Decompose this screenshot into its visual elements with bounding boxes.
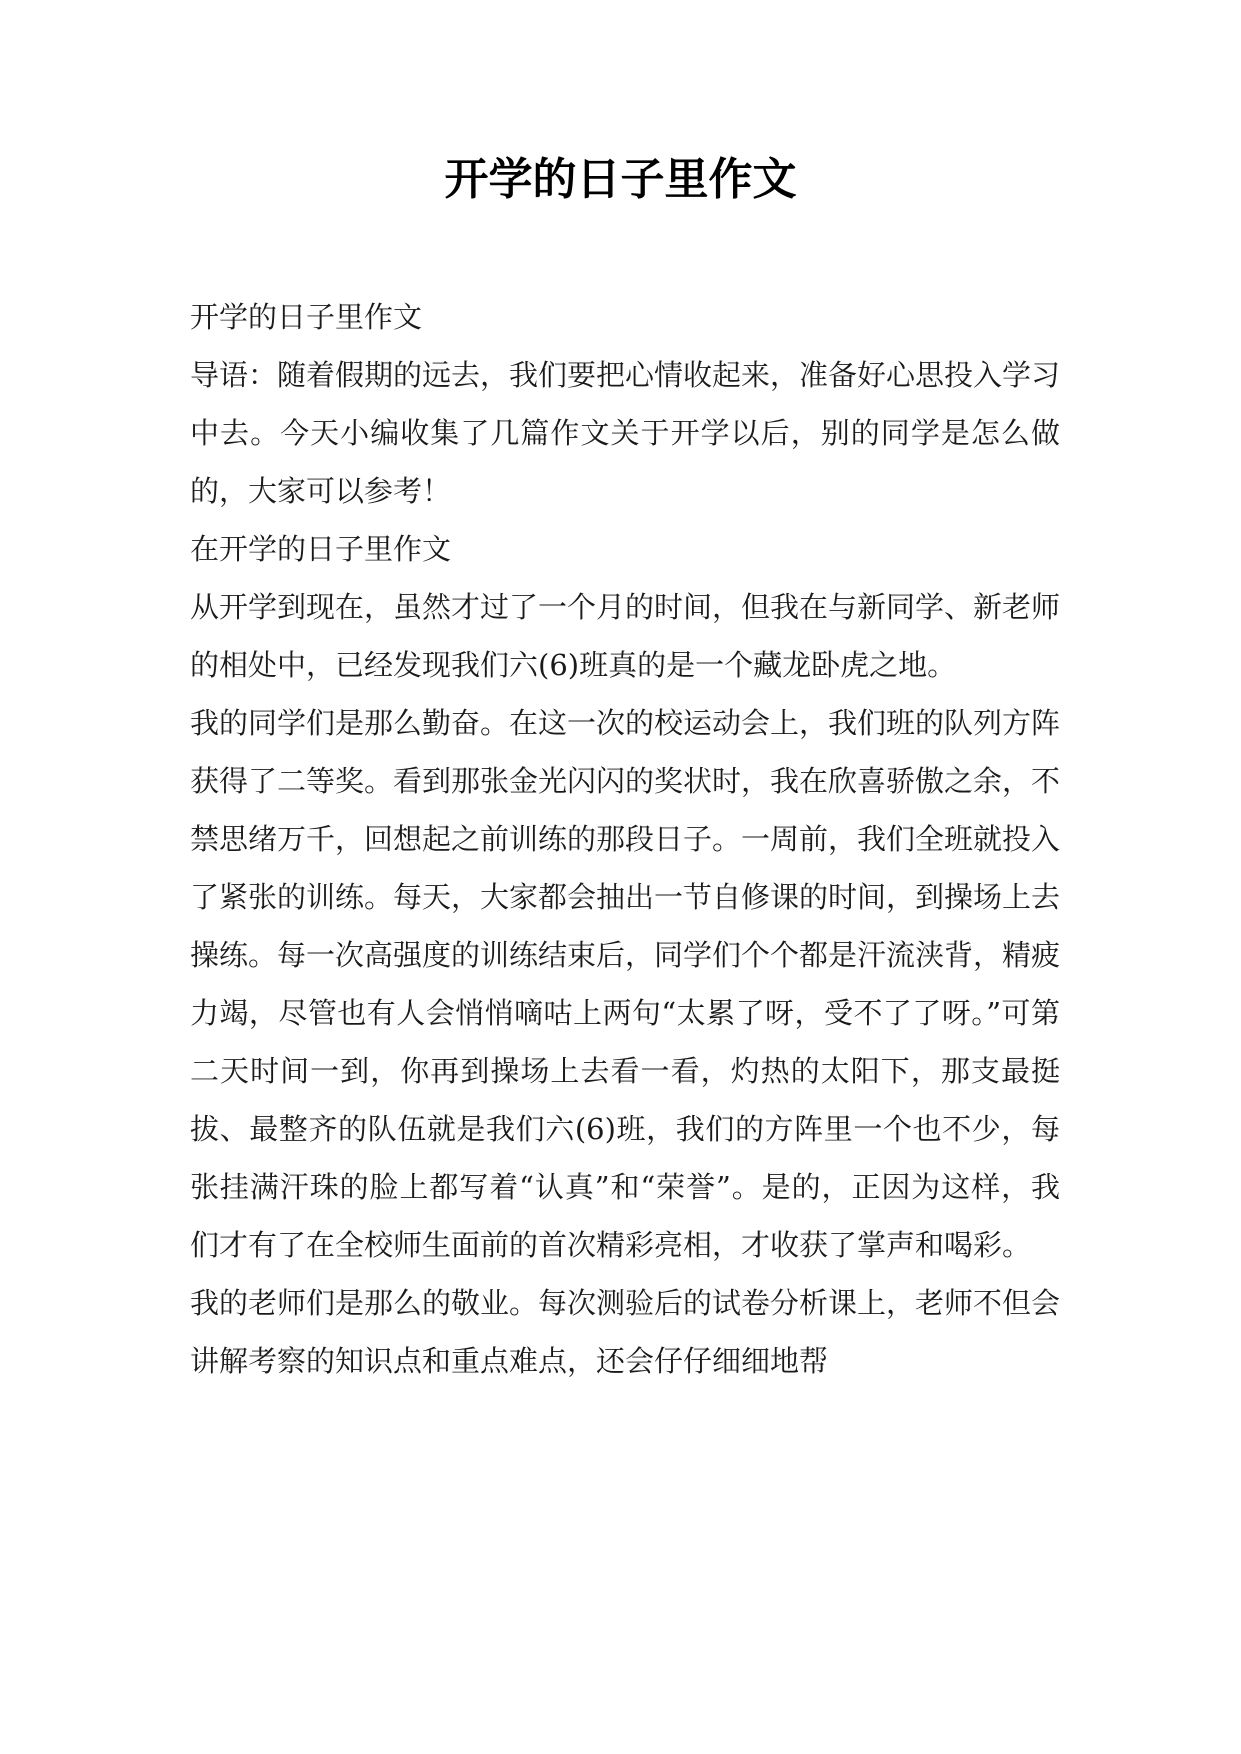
body-paragraph: 我的老师们是那么的敬业。每次测验后的试卷分析课上，老师不但会讲解考察的知识点和重点难点，还会仔仔细细地帮 <box>190 1286 1061 1378</box>
page-title: 开学的日子里作文 <box>444 154 797 205</box>
subtitle-paragraph: 开学的日子里作文 <box>190 300 423 334</box>
body-paragraph: 我的同学们是那么勤奋。在这一次的校运动会上，我们班的队列方阵获得了二等奖。看到那张金光闪闪的奖状时，我在欣喜骄傲之余，不禁思绪万千，回想起之前训练的那段日子。一周前，我们全班就投入了紧张的训练。每天，大家都会抽出一节自修课的时间，到操场上去操练。每一次高强度的训练结束后，同学们个个都是汗流浃背，精疲力竭，尽管也有人会悄悄嘀咕上两句“太累了呀，受不了了呀。”可第二天时间一到，你再到操场上去看一看，灼热的太阳下，那支最挺拔、最整齐的队伍就是我们六(6)班，我们的方阵里一个也不少，每张挂满汗珠的脸上都写着“认真”和“荣誉”。是的，正因为这样，我们才有了在全校师生面前的首次精彩亮相，才收获了掌声和喝彩。 <box>190 706 1061 1262</box>
essay-heading: 在开学的日子里作文 <box>190 532 452 566</box>
document-body <box>190 288 1060 1390</box>
intro-paragraph: 导语：随着假期的远去，我们要把心情收起来，准备好心思投入学习中去。今天小编收集了几篇作文关于开学以后，别的同学是怎么做的，大家可以参考！ <box>190 358 1061 508</box>
body-paragraph: 从开学到现在，虽然才过了一个月的时间，但我在与新同学、新老师的相处中，已经发现我们六(6)班真的是一个藏龙卧虎之地。 <box>190 590 1061 682</box>
